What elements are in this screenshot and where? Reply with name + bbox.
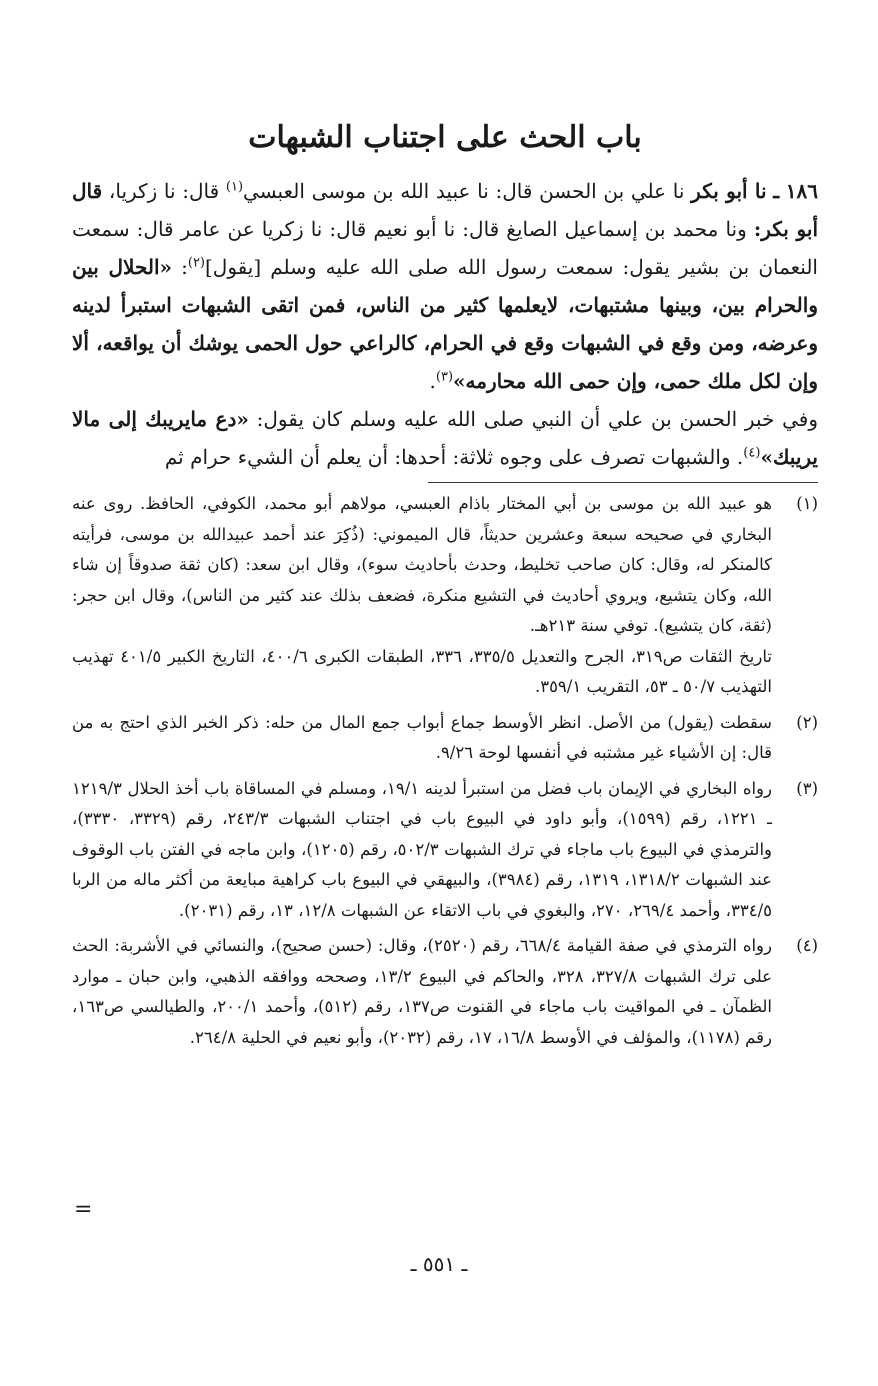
footnote-1 (72, 489, 818, 703)
page-number: ـ ٥٥١ ـ (410, 1252, 468, 1276)
footnote-separator (428, 482, 818, 483)
continuation-mark: = (74, 1197, 93, 1222)
footnote-ref-2[interactable]: (٢) (187, 255, 205, 271)
footnote-text: رواه الترمذي في صفة القيامة ٦٦٨/٤، رقم (٢٥٢٠)، وقال: (حسن صحيح)، والنسائي في الأشربة: الحث على ترك الشبهات ٣٢٧/٨، ٣٢٨، والحاكم في البيوع ١٣/٢، وصححه ووافقه الذهبي، وابن حبان ـ موارد الظمآن ـ في المواقيت باب ماجاء في القنوت ص١٣٧، رقم (٥١٢)، وأحمد ٢٠٠/١، والطيالسي ص١٦٣، رقم (١١٧٨)، والمؤلف في الأوسط ١٦/٨، ١٧، رقم (٢٠٣٢)، وأبو نعيم في الحلية ٢٦٤/٨. (72, 936, 773, 1047)
narrator-abubakr-2: قال أبو بكر: (72, 179, 819, 241)
footnote-text: هو عبيد الله بن موسى بن أبي المختار باذام العبسي، مولاهم أبو محمد، الكوفي، الحافظ. روى عنه البخاري في صحيحه سبعة وعشرين حديثاً، قال الميموني: (ذُكِرَ عند أحمد عبيدالله بن موسى، فرأيته كالمنكر له، وقال: كان صاحب تخليط، وحدث بأحاديث سوء)، وقال ابن سعد: (كان ثقة صدوقاً إن شاء الله، وكان يتشيع، ويروي أحاديث في التشيع منكرة، فضعف بذلك عند كثير من الناس)، وقال ابن حجر: (ثقة، كان يتشيع). توفي سنة ٢١٣هـ. (72, 494, 772, 635)
hadith-paragraph-186: ١٨٦ ـ نا أبو بكر نا علي بن الحسن قال: نا عبيد الله بن موسى العبسي$^{(١)}$ قال: نا زكريا، قال أبو بكر: ونا محمد بن إسماعيل الصايغ قال: نا أبو نعيم قال: نا زكريا عن عامر قال: سمعت النعمان بن بشير يقول: سمعت رسول الله صلى الله عليه وسلم [يقول]$^{(٢)}$: «الحلال بين والحرام بين، وبينها مشتبهات، لايعلمها كثير من الناس، فمن اتقى الشبهات استبرأ لدينه وعرضه، ومن وقع في الشبهات وقع في الحرام، كالراعي حول الحمى يوشك أن يواقعه، ألا وإن لكل ملك حمى، وإن حمى الله محارمه»$^{(٣)}$. (72, 179, 819, 393)
footnote-number: (١) (796, 494, 818, 513)
footnote-ref-4[interactable]: (٤) (743, 445, 761, 461)
hadith-text-2: «دع مايريبك إلى مالا يريبك» (72, 407, 818, 469)
hadith-number: ١٨٦ (785, 179, 819, 203)
footnotes (72, 489, 818, 1053)
main-text (72, 172, 818, 476)
footnote-ref-3[interactable]: (٣) (435, 369, 454, 385)
narrator-abubakr: نا أبو بكر (691, 179, 767, 203)
footnote-text-refs: تاريخ الثقات ص٣١٩، الجرح والتعديل ٣٣٥/٥، ٣٣٦، الطبقات الكبرى ٤٠٠/٦، التاريخ الكبير ٤٠١/٥ تهذيب التهذيب ٥٠/٧ ـ ٥٣، التقريب ٣٥٩/١. (72, 646, 772, 696)
footnote-ref-1[interactable]: (١) (225, 179, 244, 195)
hadith-text: «الحلال بين والحرام بين، وبينها مشتبهات، لايعلمها كثير من الناس، فمن اتقى الشبهات استبرأ لدينه وعرضه، ومن وقع في الشبهات وقع في الحرام، كالراعي حول الحمى يوشك أن يواقعه، ألا وإن لكل ملك حمى، وإن حمى الله محارمه» (72, 255, 818, 393)
commentary-paragraph: وفي خبر الحسن بن علي أن النبي صلى الله عليه وسلم كان يقول: «دع مايريبك إلى مالا يريبك»$^{(٤)}$. والشبهات تصرف على وجوه ثلاثة: أحدها: أن يعلم أن الشيء حرام ثم (72, 407, 819, 469)
footnote-3 (72, 774, 818, 927)
chapter-title: باب الحث على اجتناب الشبهات (248, 120, 642, 155)
footnote-text: رواه البخاري في الإيمان باب فضل من استبرأ لدينه ١٩/١، ومسلم في المساقاة باب أخذ الحلال ١٢١٩/٣ ـ ١٢٢١، رقم (١٥٩٩)، وأبو داود في البيوع باب في اجتناب الشبهات ٢٤٣/٣، رقم (٣٣٢٩، ٣٣٣٠)، والترمذي في البيوع باب ماجاء في ترك الشبهات ٥٠٢/٣، رقم (١٢٠٥)، وابن ماجه في الفتن باب الوقوف عند الشبهات ١٣١٨/٢، ١٣١٩، رقم (٣٩٨٤)، والبيهقي في البيوع باب كراهية مبايعة من أكثر ماله من الربا ٣٣٤/٥، وأحمد ٢٦٩/٤، ٢٧٠، والبغوي في باب الاتقاء عن الشبهات ١٢/٨، ١٣، رقم (٢٠٣١). (72, 778, 773, 920)
footnote-text: سقطت (يقول) من الأصل. انظر الأوسط جماع أبواب جمع المال من حله: ذكر الخبر الذي احتج به من قال: إن الأشياء غير مشتبه في أنفسها لوحة ٩/٢٦. (72, 712, 772, 762)
footnote-2 (72, 708, 818, 769)
footnote-4 (72, 931, 818, 1053)
footnote-number: (٤) (796, 936, 818, 955)
footnote-number: (٢) (796, 712, 818, 732)
footnote-number: (٣) (796, 778, 818, 798)
